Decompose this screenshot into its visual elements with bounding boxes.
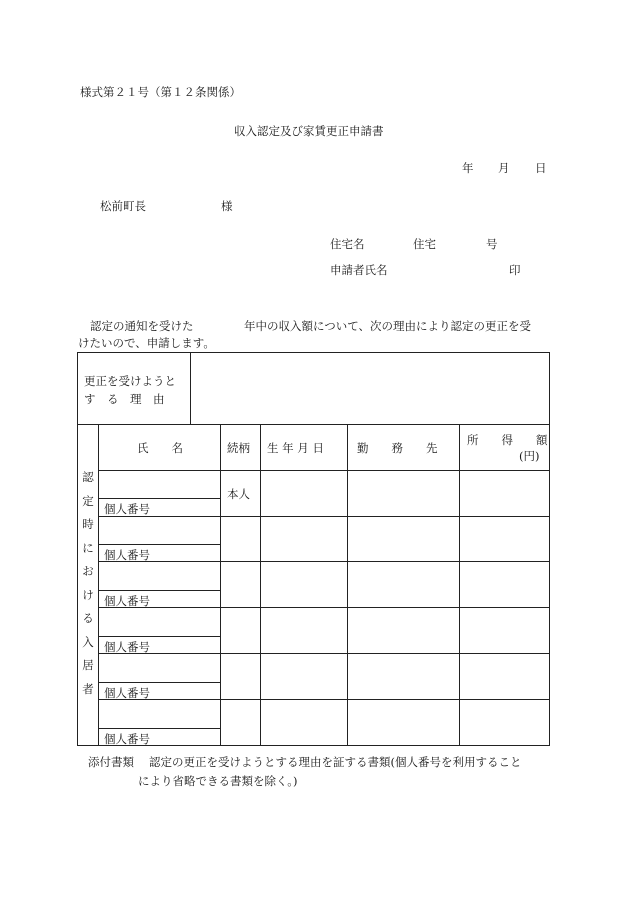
- my-number-label: 個人番号: [104, 732, 150, 746]
- body-text-part2: 年中の収入額について、次の理由により認定の更正を受: [244, 319, 532, 333]
- seal-mark: 印: [509, 263, 521, 277]
- relation-self: 本人: [227, 487, 250, 501]
- header-income: 所 得 額: [467, 433, 548, 447]
- residence-number-suffix: 号: [486, 237, 498, 251]
- residents-side-label: 認 定 時 に お け る 入 居 者: [82, 470, 94, 696]
- date-day-label: 日: [535, 161, 547, 175]
- residence-value: 住宅: [413, 237, 436, 251]
- addressee-name: 松前町長: [100, 199, 146, 213]
- my-number-label: 個人番号: [104, 548, 150, 562]
- header-workplace: 勤 務 先: [357, 441, 438, 455]
- form-number: 様式第２１号（第１２条関係）: [80, 85, 241, 99]
- header-income-unit: (円): [519, 449, 540, 463]
- body-text-line2: けたいので、申請します。: [78, 336, 215, 350]
- header-relation: 続柄: [227, 441, 250, 455]
- residence-label: 住宅名: [330, 237, 365, 251]
- reason-label-line2: す る 理 由: [84, 392, 165, 406]
- applicant-name-label: 申請者氏名: [330, 263, 388, 277]
- date-year-label: 年: [462, 161, 474, 175]
- my-number-label: 個人番号: [104, 686, 150, 700]
- reason-label-line1: 更正を受けようと: [84, 374, 176, 388]
- my-number-label: 個人番号: [104, 502, 150, 516]
- attachment-text-line2: により省略できる書類を除く。): [138, 774, 298, 788]
- addressee-honorific: 様: [221, 199, 233, 213]
- header-birth-date: 生 年 月 日: [267, 441, 324, 455]
- attachment-text-line1: 認定の更正を受けようとする理由を証する書類(個人番号を利用すること: [149, 755, 522, 769]
- my-number-label: 個人番号: [104, 594, 150, 608]
- attachment-label: 添付書類: [88, 755, 134, 769]
- form-title: 収入認定及び家賃更正申請書: [234, 124, 384, 138]
- my-number-label: 個人番号: [104, 640, 150, 654]
- body-text-part1: 認定の通知を受けた: [90, 319, 194, 333]
- date-month-label: 月: [498, 161, 510, 175]
- header-name: 氏 名: [137, 441, 183, 455]
